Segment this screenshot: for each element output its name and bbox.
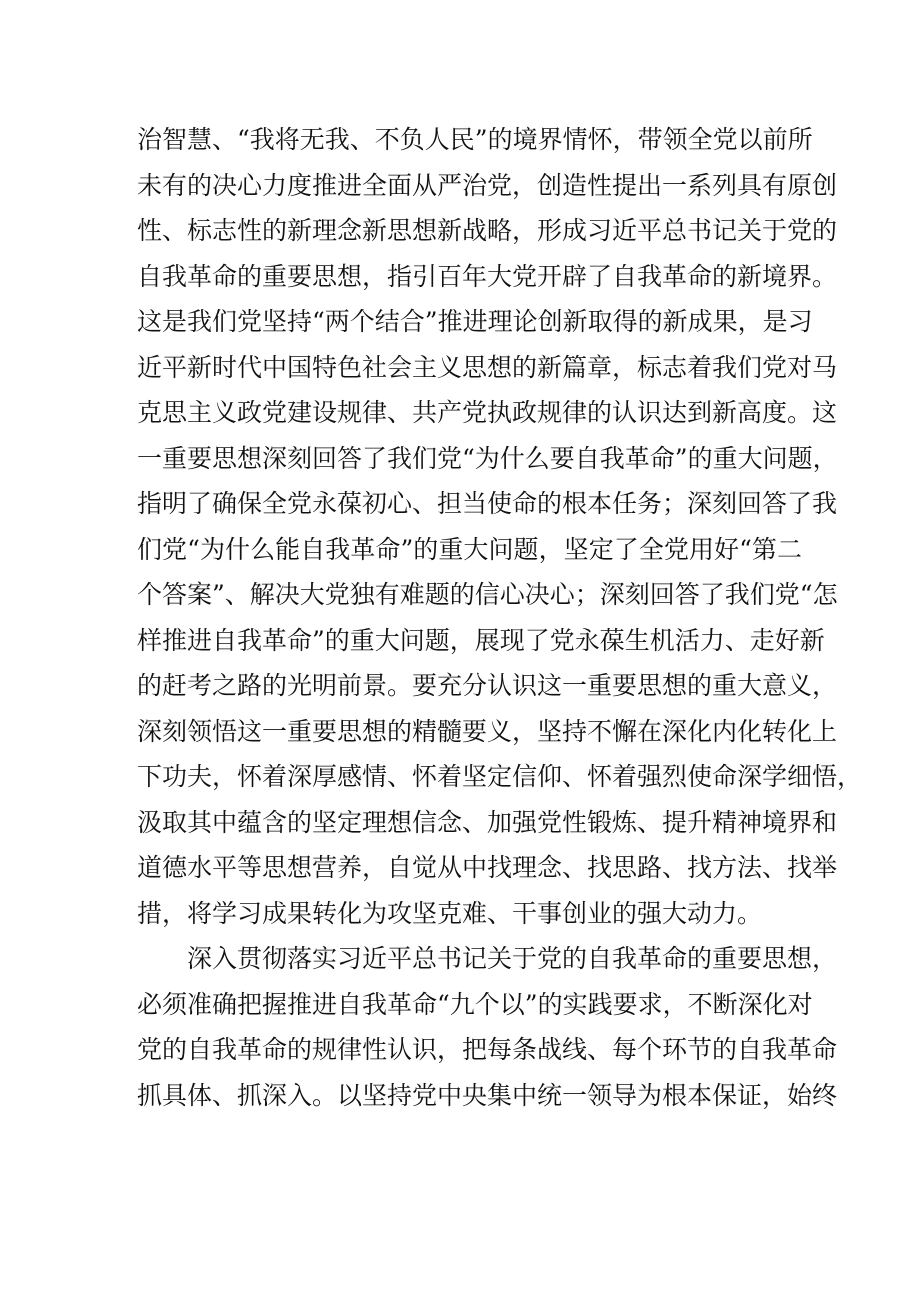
paragraph-line: 深刻领悟这一重要思想的精髓要义，坚持不懈在深化内化转化上 (137, 716, 838, 746)
paragraph-line: 的赶考之路的光明前景。要充分认识这一重要思想的重大意义， (137, 671, 838, 700)
paragraph-line: 样推进自我革命”的重大问题，展现了党永葆生机活力、走好新 (137, 625, 825, 655)
paragraph-line: 治智慧、“我将无我、不负人民”的境界情怀，带领全党以前所 (137, 125, 813, 154)
paragraph-line: 近平新时代中国特色社会主义思想的新篇章，标志着我们党对马 (137, 352, 838, 382)
paragraph-line: 措，将学习成果转化为攻坚克难、干事创业的强大动力。 (137, 898, 763, 928)
paragraph-line: 道德水平等思想营养，自觉从中找理念、找思路、找方法、找举 (137, 853, 838, 882)
paragraph-line: 汲取其中蕴含的坚定理想信念、加强党性锻炼、提升精神境界和 (137, 807, 838, 837)
document-body (137, 117, 863, 1118)
paragraph-line: 深入贯彻落实习近平总书记关于党的自我革命的重要思想， (187, 944, 838, 973)
paragraph-line: 抓具体、抓深入。以坚持党中央集中统一领导为根本保证，始终 (137, 1080, 838, 1110)
paragraph-line: 性、标志性的新理念新思想新战略，形成习近平总书记关于党的 (137, 216, 838, 245)
paragraph-line: 个答案”、解决大党独有难题的信心决心；深刻回答了我们党“怎 (137, 580, 838, 609)
paragraph-line: 指明了确保全党永葆初心、担当使命的根本任务；深刻回答了我 (137, 489, 838, 518)
paragraph-line: 这是我们党坚持“两个结合”推进理论创新取得的新成果，是习 (137, 307, 813, 336)
paragraph-line: 自我革命的重要思想，指引百年大党开辟了自我革命的新境界。 (137, 261, 838, 291)
paragraph-line: 下功夫，怀着深厚感情、怀着坚定信仰、怀着强烈使命深学细悟， (137, 762, 863, 791)
paragraph-line: 一重要思想深刻回答了我们党“为什么要自我革命”的重大问题， (137, 443, 838, 473)
paragraph-line: 未有的决心力度推进全面从严治党，创造性提出一系列具有原创 (137, 170, 838, 200)
paragraph-line: 克思主义政党建设规律、共产党执政规律的认识达到新高度。这 (137, 398, 838, 427)
paragraph-line: 必须准确把握推进自我革命“九个以”的实践要求，不断深化对 (137, 989, 813, 1019)
paragraph-line: 们党“为什么能自我革命”的重大问题，坚定了全党用好“第二 (137, 534, 802, 564)
paragraph-1 (137, 117, 863, 936)
paragraph-line: 党的自我革命的规律性认识，把每条战线、每个环节的自我革命 (137, 1035, 838, 1064)
paragraph-2 (137, 936, 838, 1118)
